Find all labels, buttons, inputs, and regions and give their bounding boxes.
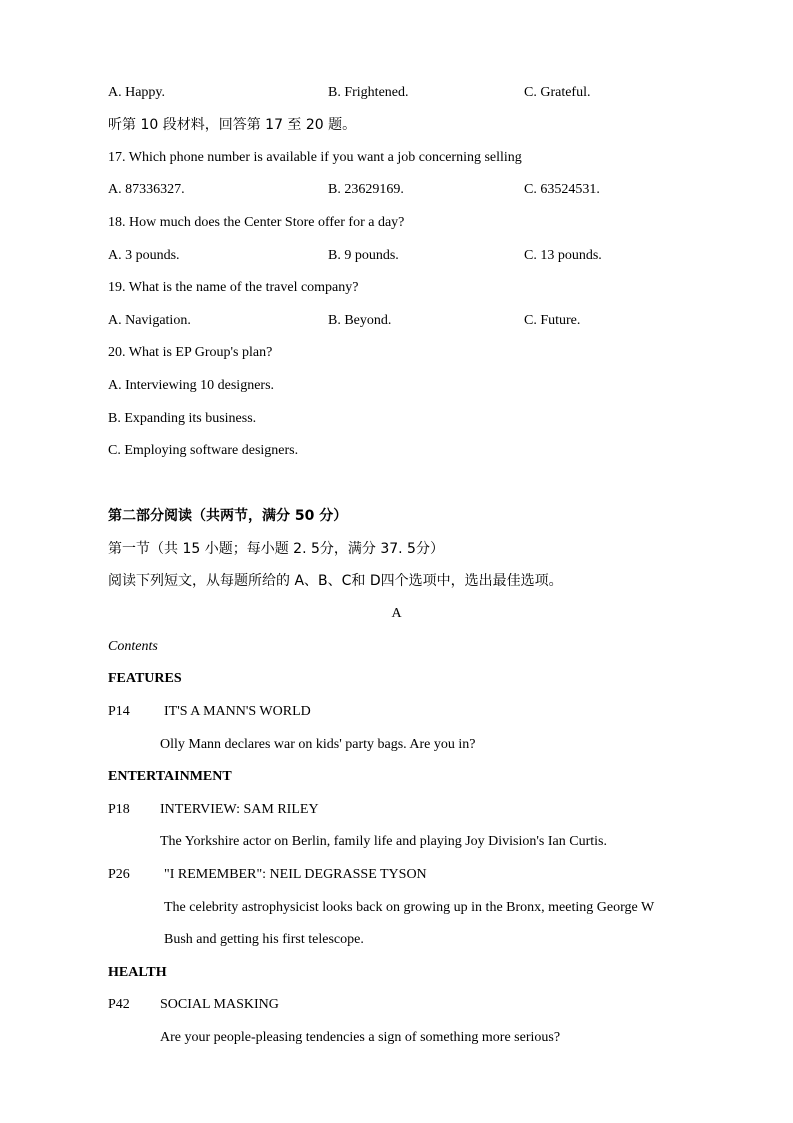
q20-option-c: C. Employing software designers. (108, 443, 299, 458)
entry-page-p14: P14 (108, 704, 130, 719)
q20-option-b: B. Expanding its business. (108, 411, 257, 426)
q18-option-b: B. 9 pounds. (328, 248, 399, 263)
q18-option-c: C. 13 pounds. (524, 248, 602, 263)
q17-question: 17. Which phone number is available if you want a job concerning selling (108, 150, 522, 165)
q17-option-a: A. 87336327. (108, 182, 185, 197)
section-heading-entertainment: ENTERTAINMENT (108, 769, 232, 784)
part2-title: 第二部分阅读（共两节，满分 50 分） (108, 508, 348, 524)
q19-option-c: C. Future. (524, 313, 581, 328)
q18-option-a: A. 3 pounds. (108, 248, 180, 263)
q16-option-c: C. Grateful. (524, 85, 591, 100)
passage-label: A (391, 606, 402, 621)
contents-label: Contents (108, 639, 158, 654)
reading-instruction: 阅读下列短文，从每题所给的 A、B、C和 D四个选项中，选出最佳选项。 (108, 573, 563, 589)
q17-option-c: C. 63524531. (524, 182, 600, 197)
section1-title: 第一节（共 15 小题；每小题 2. 5分，满分 37. 5分） (108, 541, 444, 557)
entry-desc-p14: Olly Mann declares war on kids' party bags. Are you in? (160, 737, 476, 752)
q20-question: 20. What is EP Group's plan? (108, 345, 273, 360)
q16-option-a: A. Happy. (108, 85, 166, 100)
entry-desc-p42: Are your people-pleasing tendencies a sign of something more serious? (160, 1030, 561, 1045)
entry-page-p42: P42 (108, 997, 130, 1012)
q19-question: 19. What is the name of the travel company? (108, 280, 359, 295)
entry-desc-p26-line2: Bush and getting his first telescope. (164, 932, 364, 947)
entry-title-p42: SOCIAL MASKING (160, 997, 279, 1012)
entry-page-p18: P18 (108, 802, 130, 817)
section-heading-features: FEATURES (108, 671, 182, 686)
q19-option-a: A. Navigation. (108, 313, 191, 328)
section-heading-health: HEALTH (108, 965, 167, 980)
entry-desc-p18: The Yorkshire actor on Berlin, family life and playing Joy Division's Ian Curtis. (160, 834, 607, 849)
q18-question: 18. How much does the Center Store offer for a day? (108, 215, 405, 230)
q19-option-b: B. Beyond. (328, 313, 392, 328)
entry-title-p14: IT'S A MANN'S WORLD (164, 704, 311, 719)
entry-title-p18: INTERVIEW: SAM RILEY (160, 802, 319, 817)
q16-option-b: B. Frightened. (328, 85, 409, 100)
entry-title-p26: "I REMEMBER": NEIL DEGRASSE TYSON (164, 867, 427, 882)
entry-page-p26: P26 (108, 867, 130, 882)
section10-instruction: 听第 10 段材料，回答第 17 至 20 题。 (108, 117, 357, 133)
q17-option-b: B. 23629169. (328, 182, 404, 197)
entry-desc-p26-line1: The celebrity astrophysicist looks back on growing up in the Bronx, meeting George W (164, 900, 655, 915)
q20-option-a: A. Interviewing 10 designers. (108, 378, 275, 393)
